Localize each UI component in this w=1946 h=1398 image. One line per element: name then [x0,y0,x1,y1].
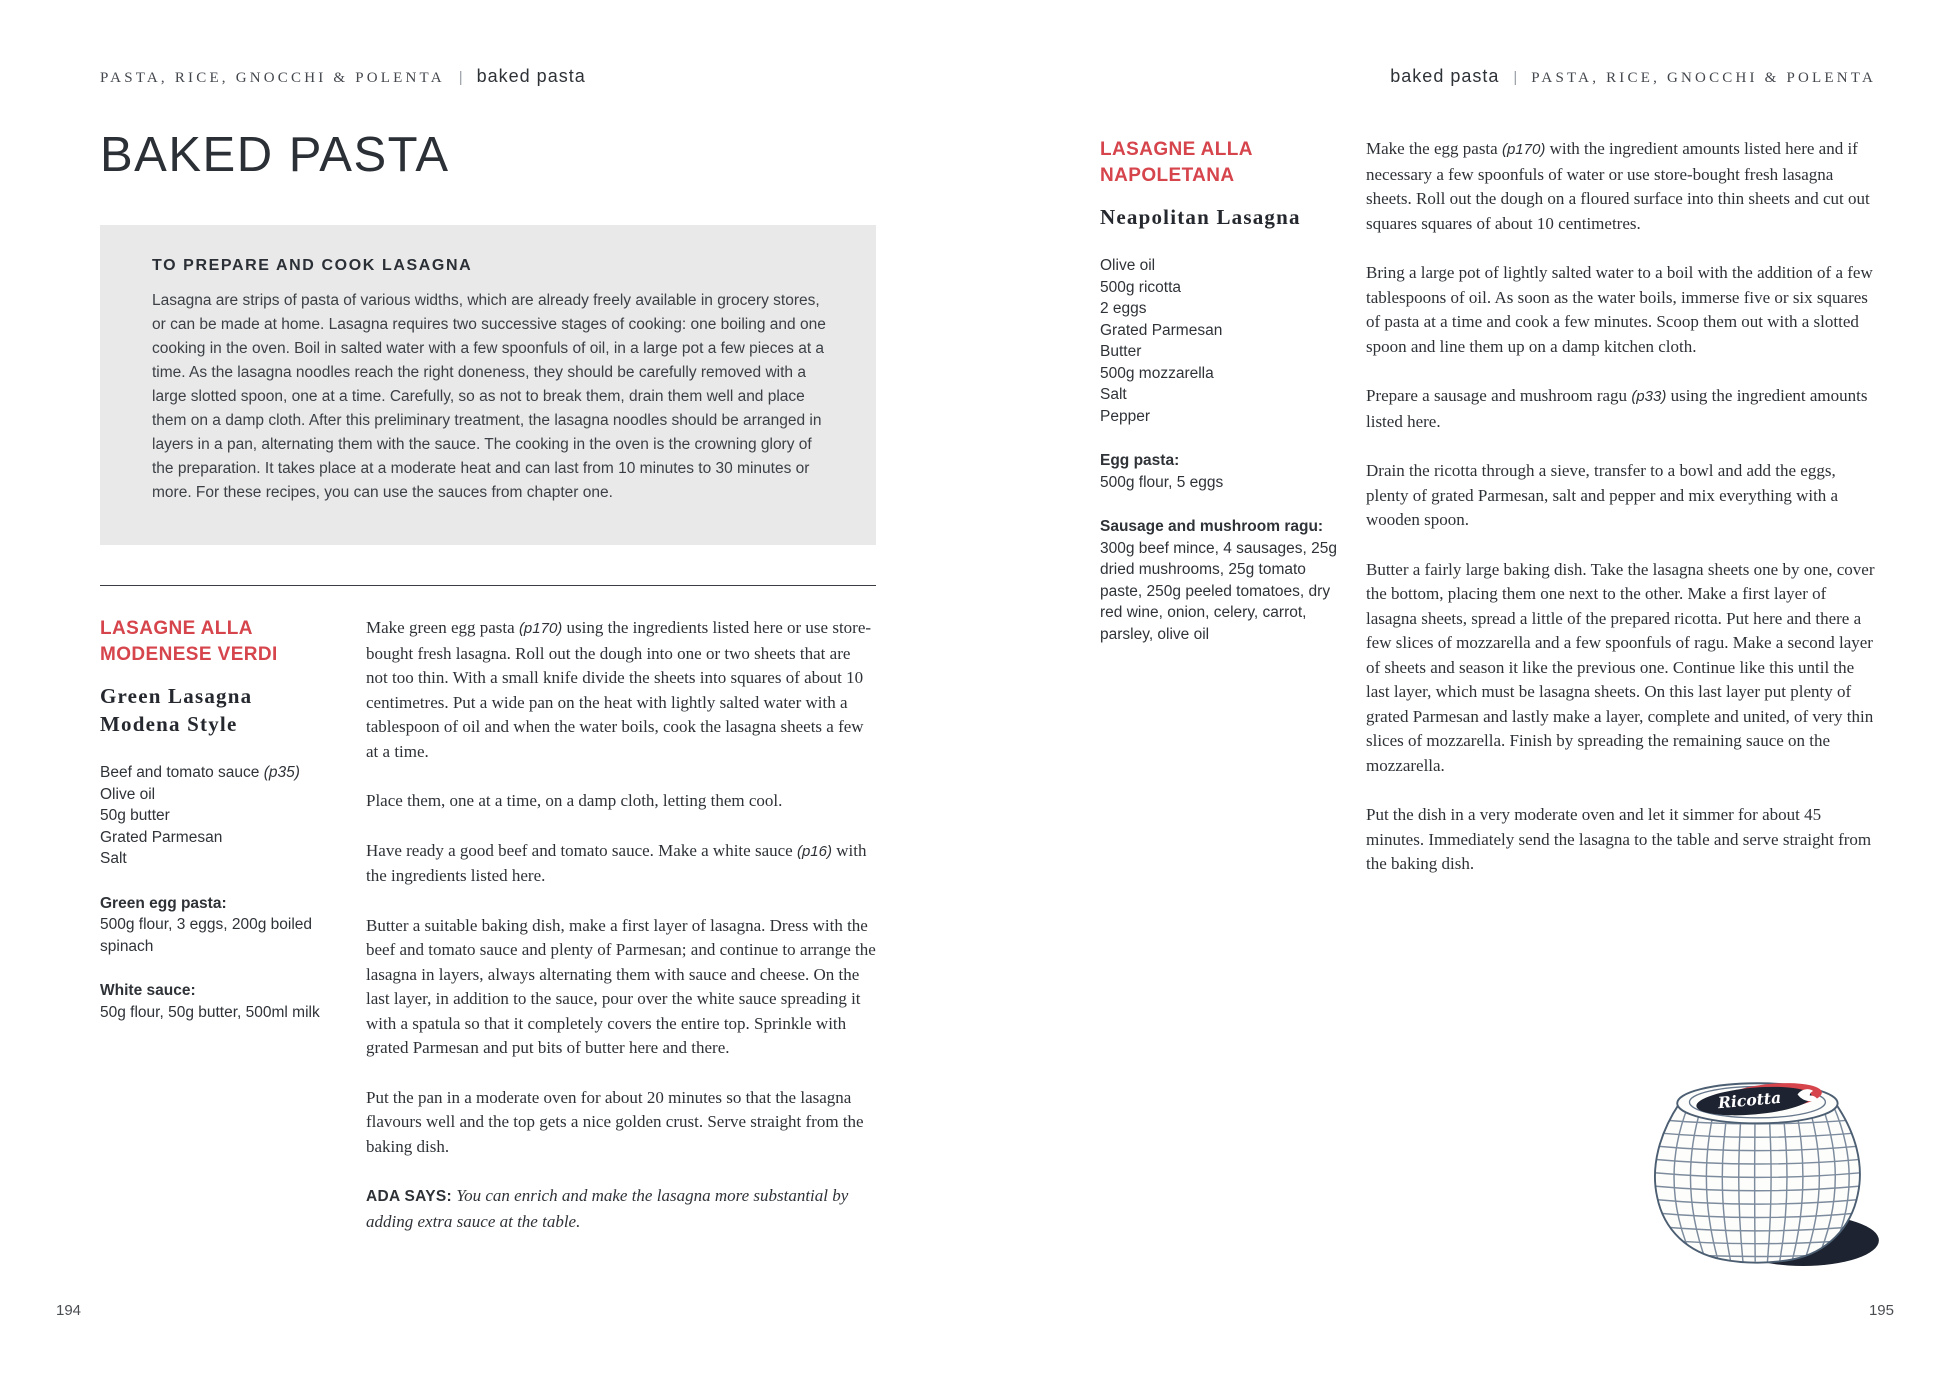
method-paragraph: Have ready a good beef and tomato sauce. Make a white sauce (p16) with the ingredients listed here. [366,840,867,885]
page-reference: (p170) [1501,141,1546,158]
sub-recipe-green-egg-pasta [100,893,350,958]
ricotta-basket-illustration [1646,1072,1880,1280]
recipe-columns-left [100,616,876,1259]
ingredient-line: Olive oil [100,785,156,803]
ingredient-line: Salt [1100,386,1127,403]
recipe-meta-right [1100,137,1350,902]
method-paragraph: Drain the ricotta through a sieve, transfer to a bowl and add the eggs, plenty of grated Parmesan, salt and pepper and mix everything with a wooden spoon. [1366,461,1839,529]
method-paragraph: Butter a fairly large baking dish. Take the lasagna sheets one by one, cover the bottom, placing them one next to the other. Make a first layer of lasagna sheets, spread a little of the prepared ricotta. Put here and there a few slices of mozzarella and a few spoonfuls of ragu. Make a second layer of sheets and season it like the previous one. Continue like this until the last layer, which must be lasagna sheets. On this last layer put plenty of grated Parmesan and lastly make a layer, complete and united, of very thin slices of mozzarella. Finish by spreading the remaining sauce on the mozzarella. [1366,559,1875,775]
method-paragraph: Place them, one at a time, on a damp cloth, letting them cool. [366,791,783,810]
sub-recipe-label: White sauce: [100,982,196,999]
intro-box-body: Lasagna are strips of pasta of various widths, which are already freely available in grocery stores, or can be made at home. Lasagna requires two successive stages of cooking: one boiling and one cooking in the oven. Boil in salted water with a few spoonfuls of oil, in a large pot a few pieces at a time. As the lasagna noodles reach the right doneness, they should be carefully removed with a large slotted spoon, one at a time. Carefully, so as not to break them, drain them well and place them on a damp cloth. After this preliminary treatment, the lasagna noodles should be arranged in layers in a pan, alternating them with the sauce. The cooking in the oven is the crowning glory of the preparation. It takes place at a moderate heat and can last from 10 minutes to 30 minutes or more. For these recipes, you can use the sauces from chapter one. [152,292,826,501]
section-title: PASTA, RICE, GNOCCHI & POLENTA [100,70,445,86]
method-paragraph: Butter a suitable baking dish, make a first layer of lasagna. Dress with the beef and tomato sauce and plenty of Parmesan; and continue to arrange the lasagna in layers, always alternating them with sauce and cheese. On the last layer, in addition to the sauce, pour over the white sauce spreading it with a spatula so that it completely covers the entire top. Sprinkle with grated Parmesan and put bits of butter here and there. [366,915,876,1057]
page-reference: (p16) [796,842,832,860]
page-number-right: 195 [1868,1302,1894,1319]
sub-recipe-items: 500g flour, 3 eggs, 200g boiled spinach [100,916,313,955]
ingredient-line: 50g butter [100,807,170,824]
kicker-divider: | [458,69,463,86]
ingredient-line: Salt [100,850,127,867]
page-title: BAKED PASTA [100,128,450,182]
ada-says-label: ADA SAYS: [366,1188,452,1205]
ingredient-line: 500g ricotta [1100,278,1181,296]
method-paragraph: Put the dish in a very moderate oven and let it simmer for about 45 minutes. Immediately send the lasagna to the table and serve straight from the baking dish. [1366,805,1872,873]
sub-recipe-label: Sausage and mushroom ragu: [1100,518,1324,535]
method-paragraph: Bring a large pot of lightly salted water to a boil with the addition of a few tablespoons of oil. As soon as the water boils, immerse five or six squares of pasta at a time and cook a few minutes. Scoop them out with a slotted spoon and line them up on a damp kitchen cloth. [1366,263,1873,356]
ingredient-line: Grated Parmesan [100,828,223,846]
ingredient-list [100,762,350,870]
recipe-name-english: Neapolitan Lasagna [1100,205,1301,229]
recipe-name-italian: LASAGNE ALLA MODENESE VERDI [100,618,278,665]
intro-box [100,225,876,545]
sub-recipe-egg-pasta [1100,450,1350,493]
ada-says-note [366,1184,876,1234]
recipe-columns-right [1100,137,1876,902]
section-title: PASTA, RICE, GNOCCHI & POLENTA [1531,70,1876,86]
method-paragraph: Prepare a sausage and mushroom ragu (p33) using the ingredient amounts listed here. [1366,386,1868,431]
ingredient-line: Pepper [1100,407,1150,425]
ricotta-label-text: Ricotta [1717,1087,1782,1113]
ingredient-line: Butter [1100,343,1142,360]
kicker-divider: | [1513,69,1518,86]
sub-recipe-label: Egg pasta: [1100,452,1180,469]
left-page [100,66,876,1259]
page-reference: (p35) [263,764,300,781]
chapter-title: baked pasta [1390,66,1500,86]
page-number-left: 194 [56,1302,82,1319]
method-paragraph: Make green egg pasta (p170) using the ingredients listed here or use store-bought fresh lasagna. Roll out the dough into one or two sheets that are not too thin. With a small knife divide the sheets into squares of about 10 centimetres. Put a wide pan on the heat with lightly salted water with a tablespoon of oil and when the water boils, cook the lasagna sheets a few at a time. [366,618,872,761]
chapter-title: baked pasta [476,66,586,86]
ingredient-line: Grated Parmesan [1100,321,1223,339]
method-text-left [366,616,876,1259]
method-paragraph: Make the egg pasta (p170) with the ingredient amounts listed here and if necessary a few spoonfuls of water or use store-bought fresh lasagna sheets. Roll out the dough on a floured surface into thin sheets and cut out squares squares of about 10 centimetres. [1366,139,1870,233]
running-head-left [100,66,876,87]
method-paragraph: Put the pan in a moderate oven for about 20 minutes so that the lasagna flavours well and the top gets a nice golden crust. Serve straight from the baking dish. [366,1087,864,1156]
page-reference: (p33) [1631,388,1667,405]
method-text-right [1366,137,1876,902]
section-divider [100,585,876,586]
right-page [1100,66,1876,1113]
recipe-name-english: Green Lasagna Modena Style [100,684,253,736]
ingredient-list [1100,255,1350,427]
ingredient-line: 2 eggs [1100,300,1147,317]
running-head-right [1100,66,1876,87]
sub-recipe-items: 50g flour, 50g butter, 500ml milk [100,1003,320,1021]
page-reference: (p170) [518,620,563,637]
sub-recipe-white-sauce [100,980,350,1023]
sub-recipe-items: 500g flour, 5 eggs [1100,473,1224,491]
sub-recipe-items: 300g beef mince, 4 sausages, 25g dried mushrooms, 25g tomato paste, 250g peeled tomatoes, dry red wine, onion, celery, carrot, parsley, olive oil [1100,539,1337,643]
recipe-name-italian: LASAGNE ALLA NAPOLETANA [1100,139,1253,186]
ingredient-line: Beef and tomato sauce (p35) [100,764,300,781]
ada-says-text: You can enrich and make the lasagna more substantial by adding extra sauce at the table. [366,1186,849,1231]
ingredient-line: 500g mozzarella [1100,364,1214,382]
ricotta-basket-drawing [1646,1072,1880,1275]
sub-recipe-label: Green egg pasta: [100,894,227,912]
sub-recipe-ragu [1100,516,1350,645]
intro-box-heading: TO PREPARE AND COOK LASAGNA [152,257,473,274]
recipe-meta-left [100,616,350,1259]
ingredient-line: Olive oil [1100,257,1156,274]
